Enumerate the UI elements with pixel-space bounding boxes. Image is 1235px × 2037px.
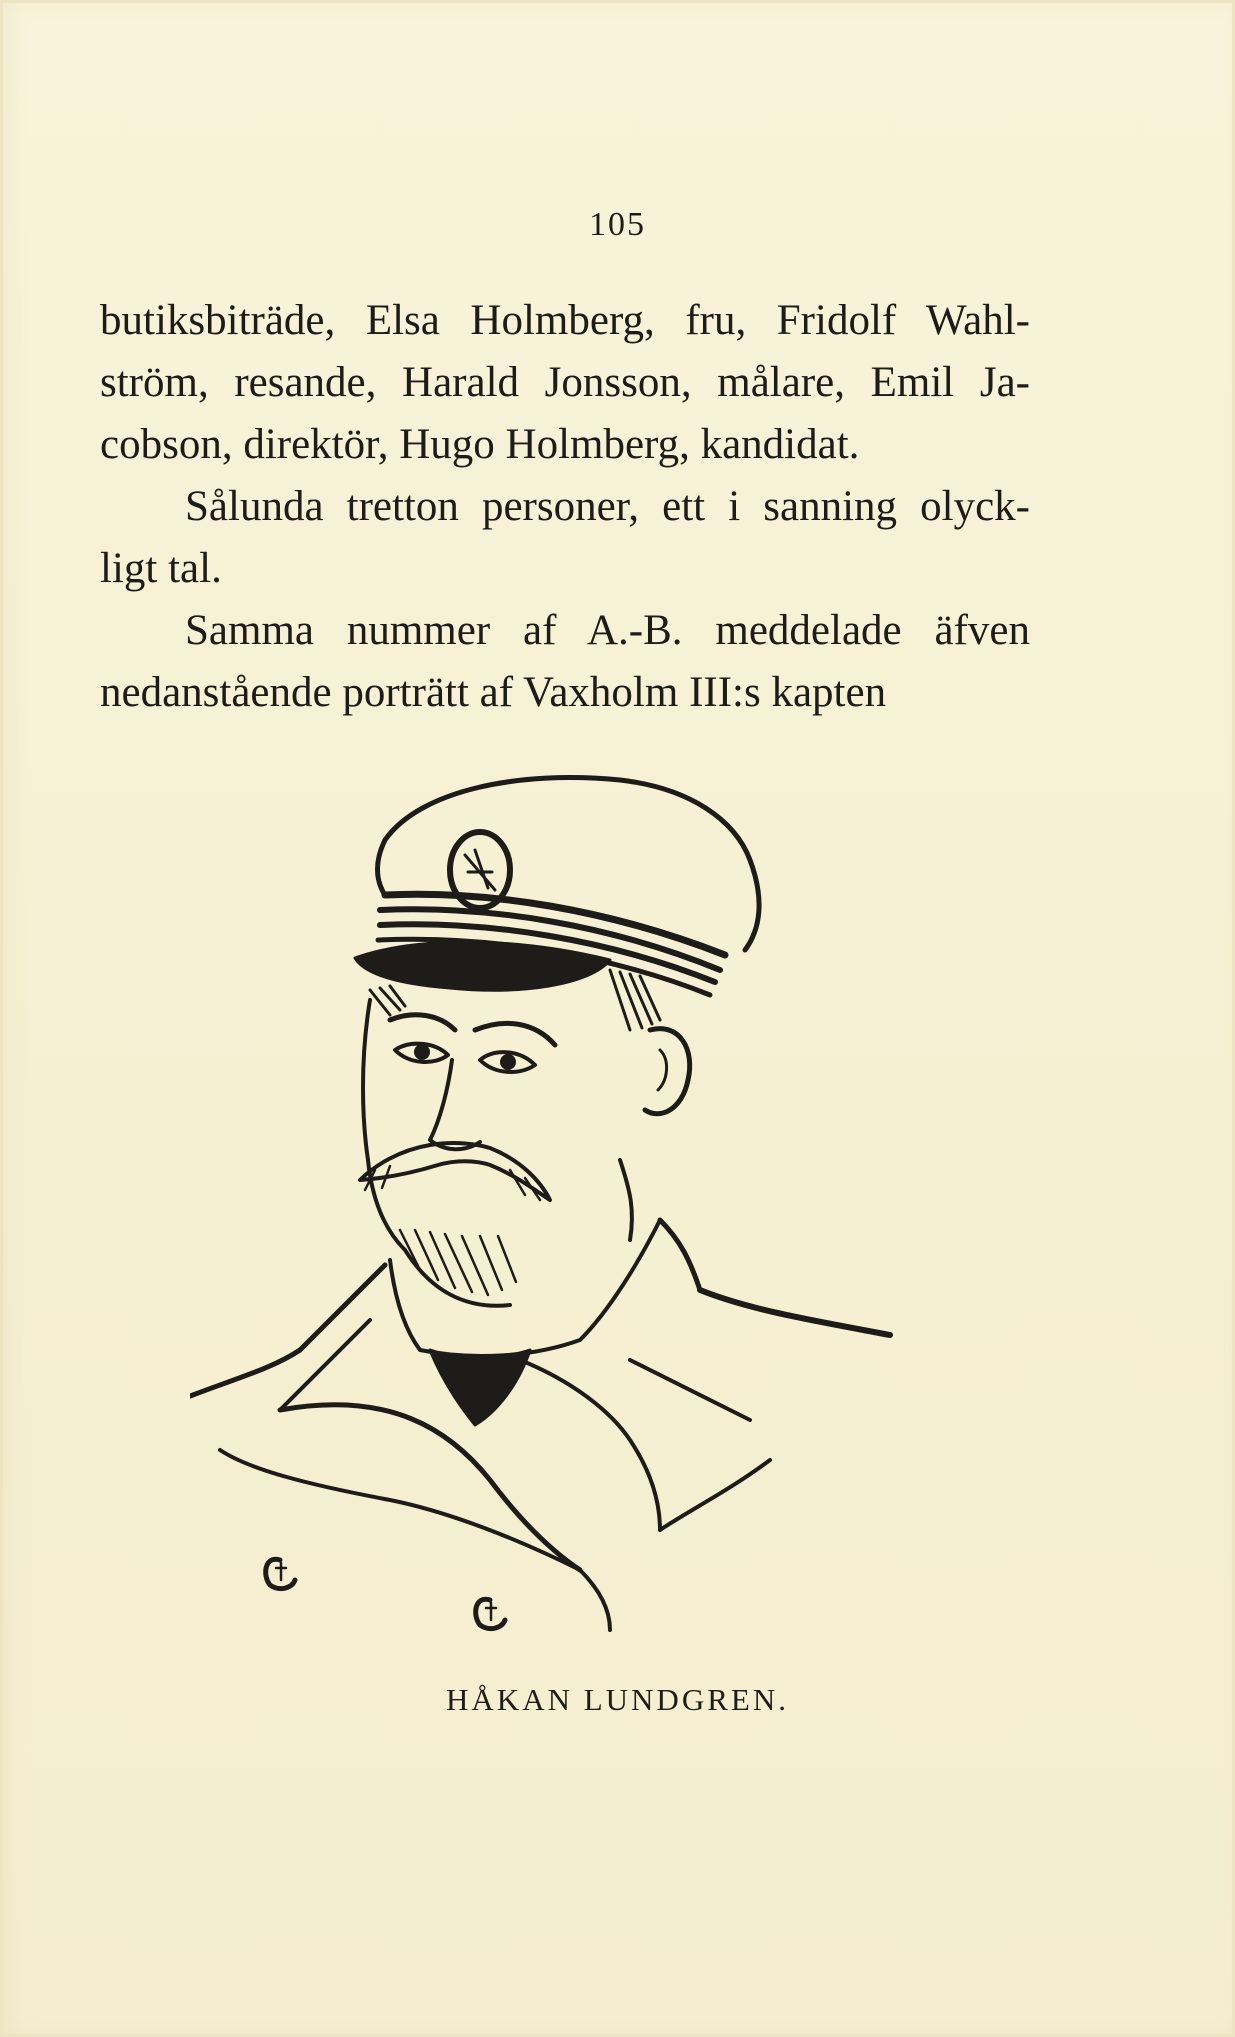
text-line: ligt tal. [100,545,222,592]
body-text [100,290,1030,724]
text-line: nedanstående porträtt af Vaxholm III:s kapten [100,669,887,716]
text-line: Samma nummer af A.-B. meddelade äfven [185,607,1030,654]
portrait-caption: HÅKAN LUNDGREN. [446,1682,789,1717]
text-line: cobson, direktör, Hugo Holmberg, kandidat. [100,421,860,468]
text-line: butiksbiträde, Elsa Holmberg, fru, Fridolf Wahl- [100,297,1030,344]
text-line: ström, resande, Harald Jonsson, målare, Emil Ja- [100,359,1030,406]
text-line: Sålunda tretton personer, ett i sanning olyck- [185,483,1030,530]
page-number: 105 [589,206,646,243]
captain-portrait-illustration [190,760,950,1680]
